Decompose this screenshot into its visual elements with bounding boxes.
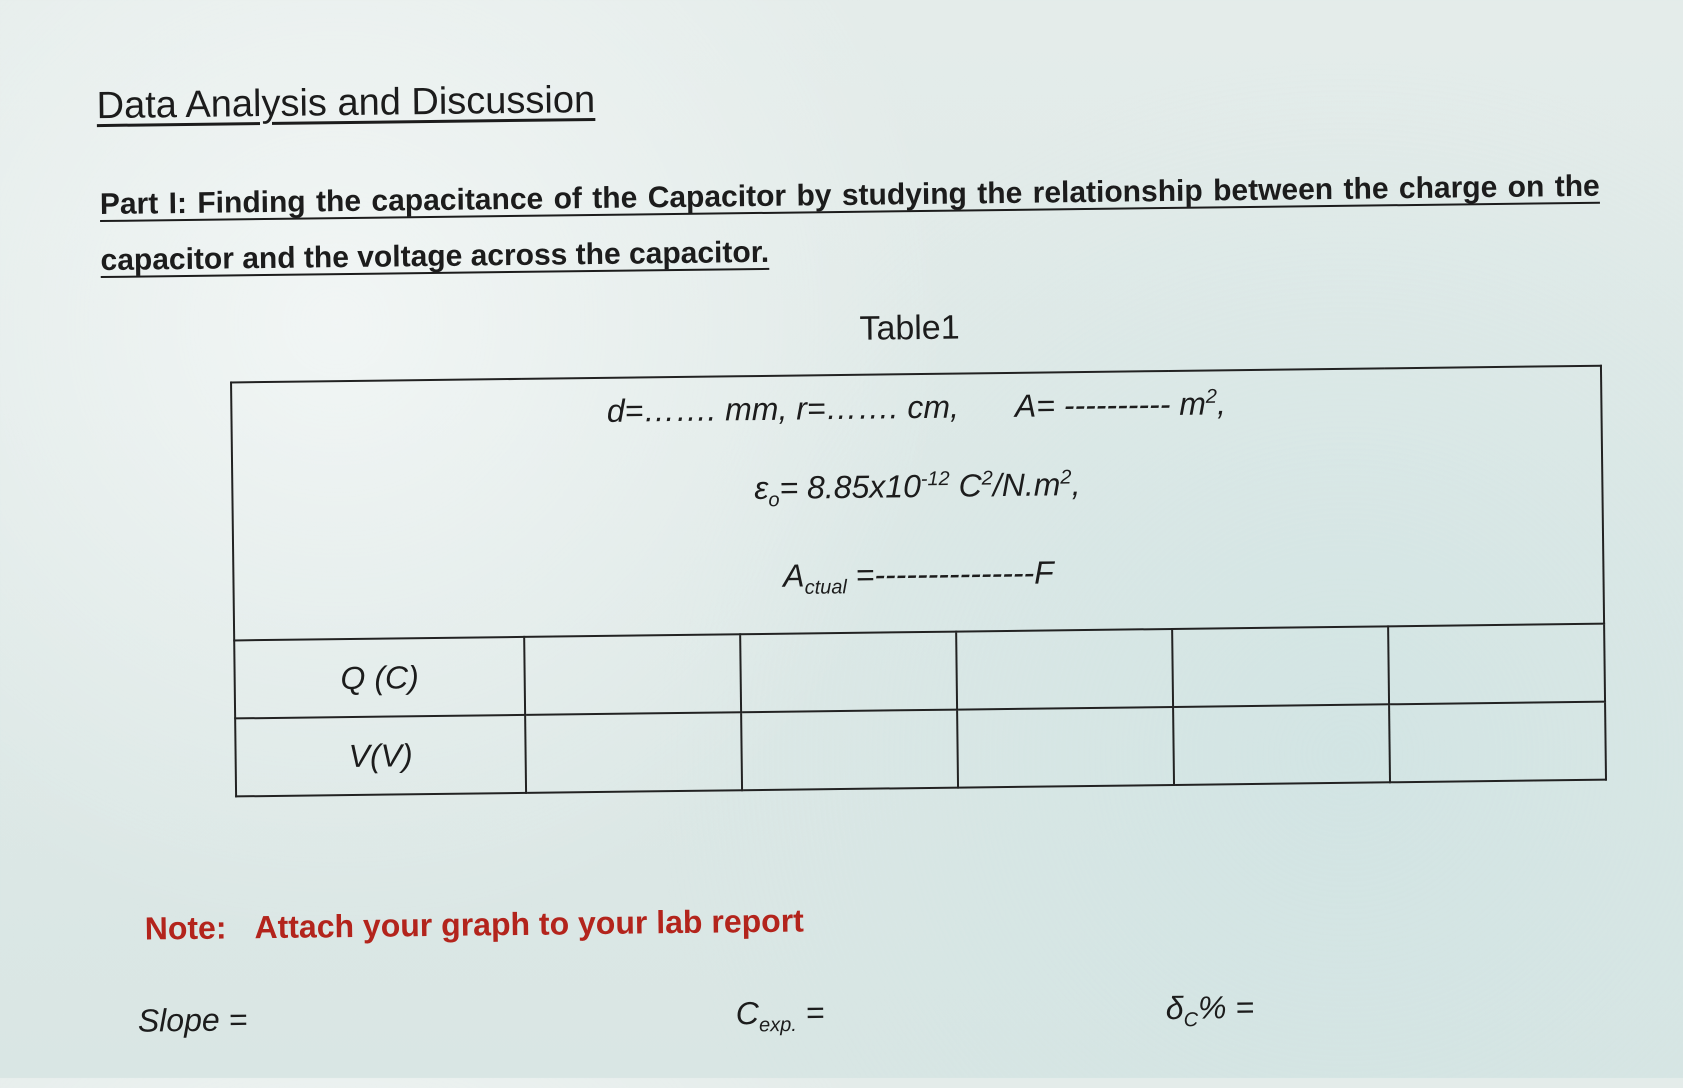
permittivity-unit-nm: /N.m	[992, 466, 1061, 504]
row-label-charge: Q (C)	[234, 637, 525, 719]
voltage-cell-3[interactable]	[957, 707, 1174, 788]
cexp-equals: =	[796, 994, 825, 1031]
table-header-cell	[231, 366, 1604, 641]
voltage-cell-1[interactable]	[525, 712, 742, 793]
note	[144, 902, 804, 947]
permittivity-unit-nm-exponent: 2	[1060, 466, 1072, 489]
cexp-subscript: exp.	[758, 1013, 797, 1037]
cexp-formula	[736, 994, 825, 1037]
charge-cell-3[interactable]	[956, 629, 1173, 710]
actual-subscript: ctual	[804, 576, 848, 600]
charge-cell-1[interactable]	[524, 634, 741, 715]
delta-subscript: C	[1183, 1009, 1199, 1032]
permittivity-unit-c-exponent: 2	[981, 467, 993, 490]
slope-formula: Slope =	[137, 1001, 248, 1039]
row-label-voltage: V(V)	[235, 715, 526, 797]
voltage-cell-2[interactable]	[741, 710, 958, 791]
epsilon-symbol: ε	[754, 469, 769, 507]
table-caption: Table1	[859, 308, 960, 348]
page-heading: Data Analysis and Discussion	[96, 78, 596, 128]
permittivity-exponent: -12	[920, 468, 950, 491]
permittivity-line	[233, 460, 1601, 519]
part-title-text: Part I: Finding the capacitance of the Capacitor by studying the relationship between the charge on the capacitor and the voltage across the capacitor.	[99, 169, 1600, 278]
note-text: Attach your graph to your lab report	[254, 902, 805, 946]
voltage-cell-4[interactable]	[1173, 704, 1390, 785]
charge-cell-2[interactable]	[740, 632, 957, 713]
percent-equals: % =	[1197, 988, 1255, 1026]
area-exponent: 2	[1205, 385, 1218, 408]
area-comma: ,	[1216, 385, 1227, 422]
actual-value: =---------------F	[846, 554, 1054, 594]
charge-cell-4[interactable]	[1172, 626, 1389, 707]
delta-symbol: δ	[1165, 989, 1184, 1027]
cexp-symbol: C	[735, 995, 760, 1032]
permittivity-unit-c: C	[949, 467, 982, 504]
note-label: Note:	[144, 909, 227, 947]
actual-symbol: A	[782, 557, 805, 595]
part-title	[100, 159, 1601, 289]
d-r-values: d=……. mm, r=……. cm,	[606, 388, 960, 429]
permittivity-value: = 8.85x10	[779, 468, 922, 506]
dimensions-line	[232, 381, 1600, 435]
actual-line	[234, 548, 1602, 607]
data-table	[230, 365, 1607, 798]
table-row-voltage	[235, 702, 1606, 797]
epsilon-subscript: o	[768, 489, 780, 512]
voltage-cell-5[interactable]	[1389, 702, 1606, 783]
area-value: A= ---------- m	[1014, 385, 1207, 424]
permittivity-comma: ,	[1071, 466, 1081, 503]
charge-cell-5[interactable]	[1388, 624, 1605, 705]
table-header-row	[231, 366, 1604, 641]
percent-error-formula	[1166, 989, 1255, 1032]
